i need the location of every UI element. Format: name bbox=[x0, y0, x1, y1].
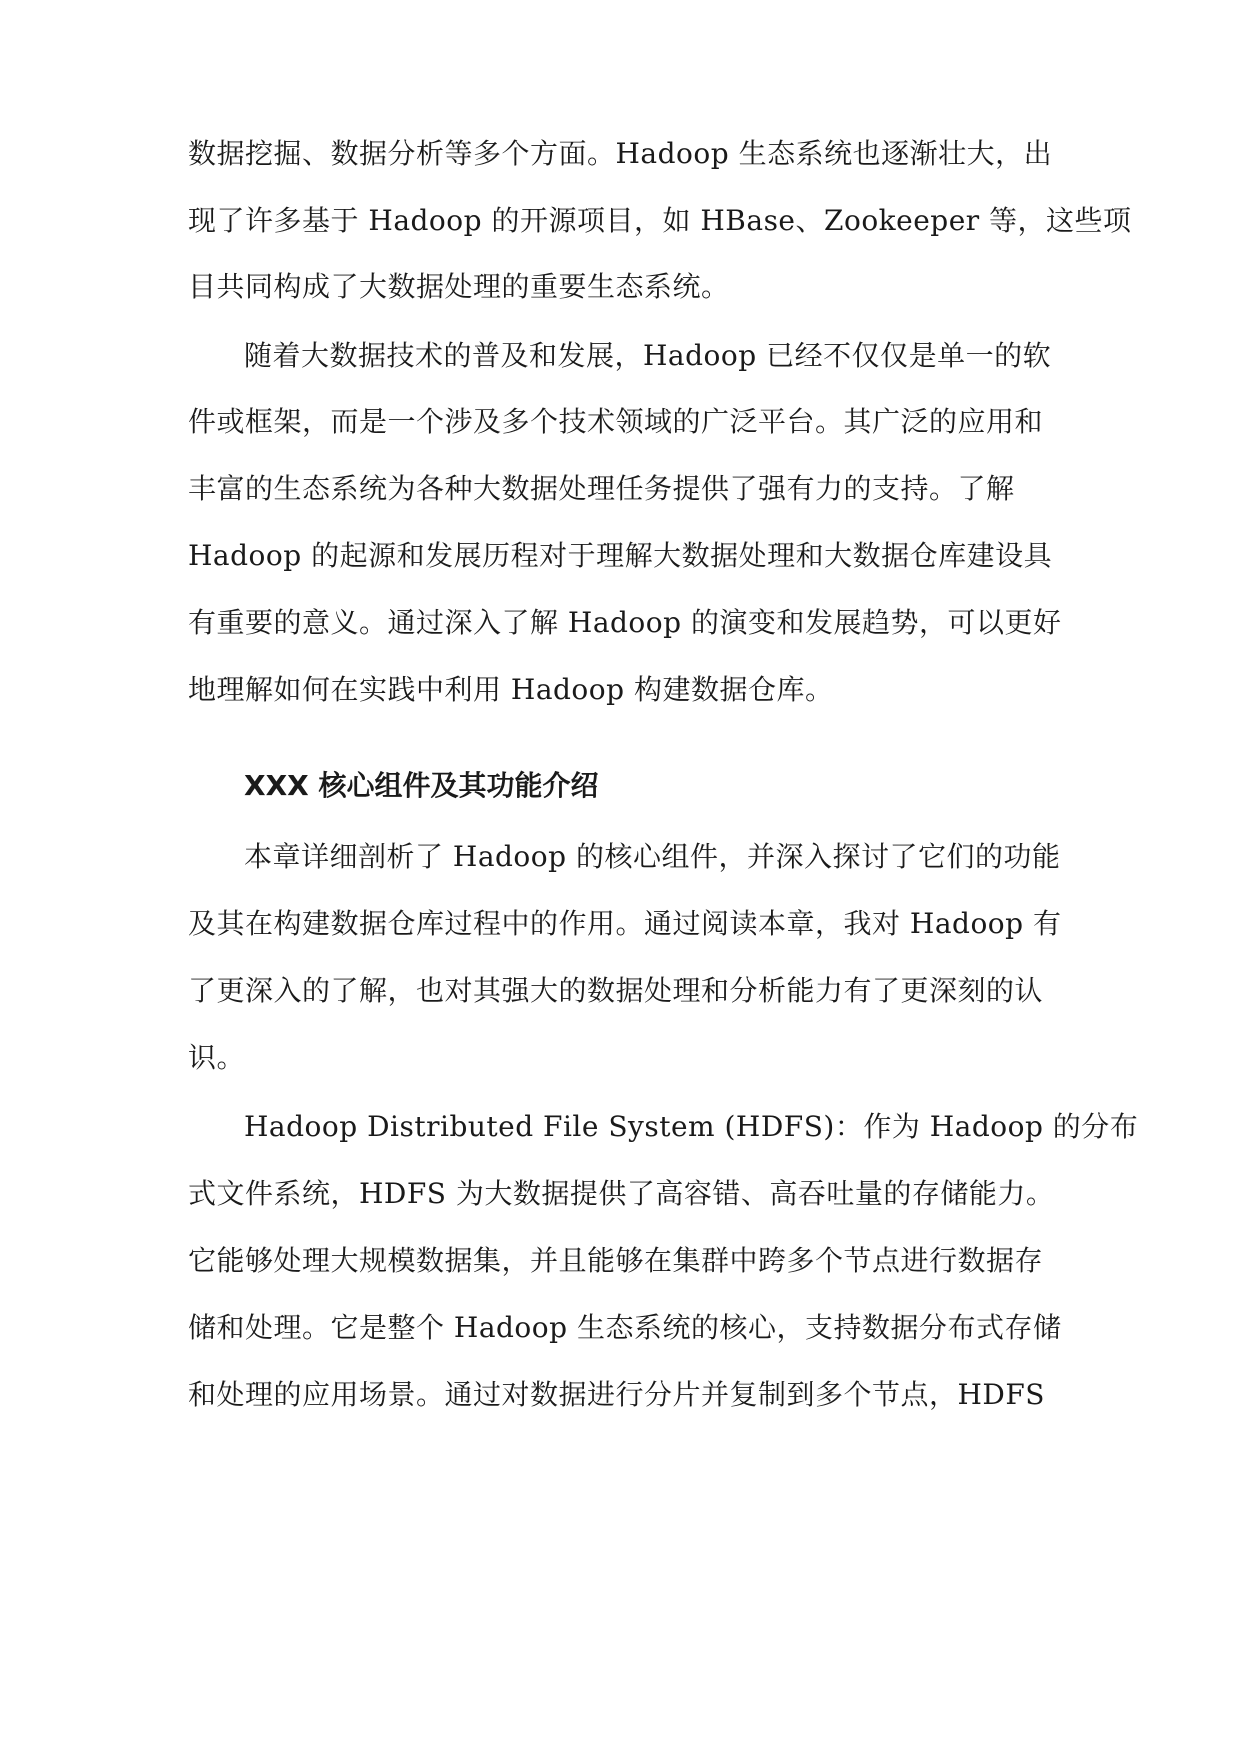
paragraph-2-line-3: 丰富的生态系统为各种大数据处理任务提供了强有力的支持。了解 bbox=[188, 472, 1015, 505]
paragraph-1-line-2: 现了许多基于 Hadoop 的开源项目，如 HBase、Zookeeper 等，这些项 bbox=[188, 204, 1132, 237]
paragraph-2-line-4: Hadoop 的起源和发展历程对于理解大数据处理和大数据仓库建设具 bbox=[188, 539, 1053, 572]
section-paragraph-2-line-1: Hadoop Distributed File System (HDFS)：作为 Hadoop 的分布 bbox=[244, 1110, 1139, 1143]
paragraph-2-line-6: 地理解如何在实践中利用 Hadoop 构建数据仓库。 bbox=[188, 673, 834, 706]
paragraph-2-line-1: 随着大数据技术的普及和发展，Hadoop 已经不仅仅是单一的软 bbox=[244, 339, 1052, 372]
paragraph-1-line-3: 目共同构成了大数据处理的重要生态系统。 bbox=[188, 270, 730, 303]
section-paragraph-1-line-3: 了更深入的了解，也对其强大的数据处理和分析能力有了更深刻的认 bbox=[188, 974, 1044, 1007]
section-paragraph-2-line-5: 和处理的应用场景。通过对数据进行分片并复制到多个节点，HDFS bbox=[188, 1378, 1045, 1411]
section-paragraph-2-line-4: 储和处理。它是整个 Hadoop 生态系统的核心，支持数据分布式存储 bbox=[188, 1311, 1062, 1344]
section-paragraph-2-line-2: 式文件系统，HDFS 为大数据提供了高容错、高吞吐量的存储能力。 bbox=[188, 1177, 1055, 1210]
paragraph-1-line-1: 数据挖掘、数据分析等多个方面。Hadoop 生态系统也逐渐壮大，出 bbox=[188, 137, 1053, 170]
section-heading: XXX 核心组件及其功能介绍 bbox=[244, 769, 599, 802]
paragraph-2-line-2: 件或框架，而是一个涉及多个技术领域的广泛平台。其广泛的应用和 bbox=[188, 405, 1044, 438]
section-paragraph-2-line-3: 它能够处理大规模数据集，并且能够在集群中跨多个节点进行数据存 bbox=[188, 1244, 1044, 1277]
section-paragraph-1-line-4: 识。 bbox=[188, 1041, 246, 1074]
paragraph-2-line-5: 有重要的意义。通过深入了解 Hadoop 的演变和发展趋势，可以更好 bbox=[188, 606, 1062, 639]
section-paragraph-1-line-2: 及其在构建数据仓库过程中的作用。通过阅读本章，我对 Hadoop 有 bbox=[188, 907, 1062, 940]
section-paragraph-1-line-1: 本章详细剖析了 Hadoop 的核心组件，并深入探讨了它们的功能 bbox=[244, 840, 1061, 873]
